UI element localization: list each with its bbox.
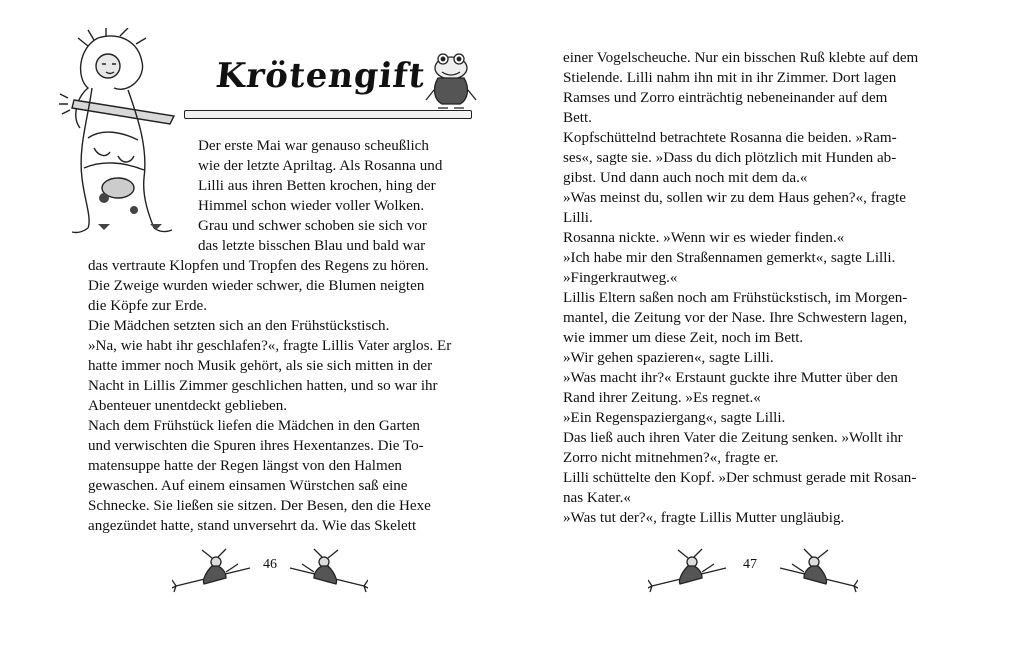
right-page-text	[563, 48, 943, 528]
chapter-title: Krötengift	[213, 56, 428, 96]
text-line: Das ließ auch ihren Vater die Zeitung senken. »Wollt ihr	[563, 430, 903, 446]
text-line: das letzte bisschen Blau und bald war	[198, 238, 426, 254]
text-line: Kopfschüttelnd betrachtete Rosanna die beiden. »Ram-	[563, 130, 897, 146]
text-line: Lilli aus ihren Betten krochen, hing der	[198, 178, 436, 194]
text-line: Lillis Eltern saßen noch am Frühstückstisch, im Morgen-	[563, 290, 908, 306]
text-line: angezündet hatte, stand unversehrt da. Wie das Skelett	[88, 518, 417, 534]
text-line: gibst. Und dann auch noch mit dem da.«	[563, 170, 808, 186]
text-line: Rosanna nickte. »Wenn wir es wieder finden.«	[563, 230, 845, 246]
page-number: 47	[743, 557, 757, 572]
text-line: wie immer um diese Zeit, noch im Bett.	[563, 330, 804, 346]
text-line: Lilli.	[563, 210, 593, 226]
text-line: die Köpfe zur Erde.	[88, 298, 208, 314]
text-line: Nacht in Lillis Zimmer geschlichen hatten, und so war ihr	[88, 378, 438, 394]
text-line: das vertraute Klopfen und Tropfen des Regens zu hören.	[88, 258, 429, 274]
text-line: wie der letzte Apriltag. Als Rosanna und	[198, 158, 443, 174]
text-line: Abenteuer unentdeckt geblieben.	[88, 398, 288, 414]
text-line: und verwischten die Spuren ihres Hexentanzes. Die To-	[88, 438, 424, 454]
flying-witch-illustration	[776, 548, 858, 598]
text-line: »Ich habe mir den Straßennamen gemerkt«, sagte Lilli.	[563, 250, 896, 266]
text-line: Rand ihrer Zeitung. »Es regnet.«	[563, 390, 761, 406]
text-line: Bett.	[563, 110, 592, 126]
text-line: Schnecke. Sie ließen sie sitzen. Der Besen, den die Hexe	[88, 498, 431, 514]
text-line: matensuppe hatte der Regen längst von den Halmen	[88, 458, 402, 474]
text-line: hatte immer noch Musik gehört, als sie sich mitten in der	[88, 358, 433, 374]
text-line: gewaschen. Auf einem einsamen Würstchen saß eine	[88, 478, 408, 494]
text-line: Die Zweige wurden wieder schwer, die Blumen neigten	[88, 278, 425, 294]
frog-illustration	[424, 50, 478, 112]
flying-witch-illustration	[286, 548, 368, 598]
text-line: Grau und schwer schoben sie sich vor	[198, 218, 427, 234]
text-line: Himmel schon wieder voller Wolken.	[198, 198, 425, 214]
text-line: »Ein Regenspaziergang«, sagte Lilli.	[563, 410, 786, 426]
page-number: 46	[263, 557, 277, 572]
text-line: mantel, die Zeitung vor der Nase. Ihre Schwestern lagen,	[563, 310, 908, 326]
text-line: Nach dem Frühstück liefen die Mädchen in den Garten	[88, 418, 420, 434]
text-line: »Was meinst du, sollen wir zu dem Haus gehen?«, fragte	[563, 190, 906, 206]
text-line: »Was macht ihr?« Erstaunt guckte ihre Mutter über den	[563, 370, 898, 386]
text-line: Lilli schüttelte den Kopf. »Der schmust gerade mit Rosan-	[563, 470, 917, 486]
flying-witch-illustration	[172, 548, 254, 598]
text-line: »Na, wie habt ihr geschlafen?«, fragte Lillis Vater arglos. Er	[88, 338, 452, 354]
right-page	[510, 0, 1020, 651]
text-line: ses«, sagte sie. »Dass du dich plötzlich mit Hunden ab-	[563, 150, 897, 166]
flying-witch-illustration	[648, 548, 730, 598]
text-line: »Wir gehen spazieren«, sagte Lilli.	[563, 350, 774, 366]
text-line: Ramses und Zorro einträchtig nebeneinander auf dem	[563, 90, 888, 106]
text-line: Zorro nicht mitnehmen?«, fragte er.	[563, 450, 779, 466]
text-line: Die Mädchen setzten sich an den Frühstückstisch.	[88, 318, 390, 334]
text-line: »Fingerkrautweg.«	[563, 270, 678, 286]
text-line: einer Vogelscheuche. Nur ein bisschen Ruß klebte auf dem	[563, 50, 919, 66]
text-line: »Was tut der?«, fragte Lillis Mutter ungläubig.	[563, 510, 845, 526]
text-line: nas Kater.«	[563, 490, 631, 506]
left-page-text	[88, 136, 454, 536]
text-line: Der erste Mai war genauso scheußlich	[198, 138, 429, 154]
text-line: Stielende. Lilli nahm ihn mit in ihr Zimmer. Dort lagen	[563, 70, 897, 86]
